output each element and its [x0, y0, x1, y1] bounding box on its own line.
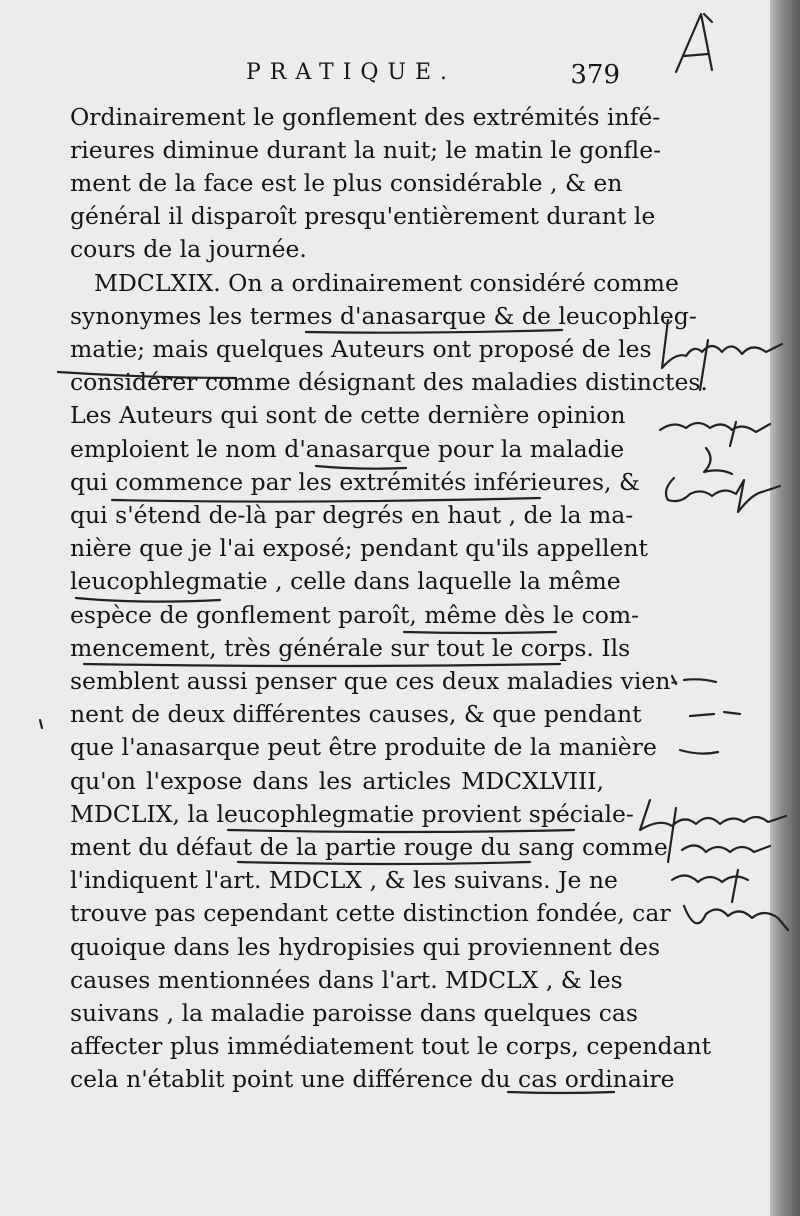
- text-line: quoique dans les hydropisies qui proviennent des: [70, 933, 661, 961]
- text-line: l'indiquent l'art. MDCLX , & les suivans. Je ne: [70, 866, 618, 894]
- text-line: que l'anasarque peut être produite de la manière: [70, 733, 657, 761]
- text-line: mencement, très générale sur tout le corps. Ils: [70, 634, 631, 662]
- text-line: espèce de gonflement paroît, même dès le com-: [70, 601, 640, 629]
- text-line: semblent aussi penser que ces deux maladies vien-: [70, 667, 679, 695]
- page-header: [60, 60, 620, 94]
- text-line: matie; mais quelques Auteurs ont proposé de les: [70, 335, 652, 363]
- text-line: causes mentionnées dans l'art. MDCLX , & les: [70, 966, 623, 994]
- text-line: Les Auteurs qui sont de cette dernière opinion: [70, 401, 626, 429]
- text-line: rieures diminue durant la nuit; le matin le gonfle-: [70, 136, 662, 164]
- text-line: cours de la journée.: [70, 235, 307, 263]
- text-line: nière que je l'ai exposé; pendant qu'ils appellent: [70, 534, 648, 562]
- body-text: [0, 100, 800, 1100]
- text-line: affecter plus immédiatement tout le corps, cependant: [70, 1032, 712, 1060]
- text-line: qui s'étend de-là par degrés en haut , de la ma-: [70, 501, 634, 529]
- text-line: ment du défaut de la partie rouge du sang comme: [70, 833, 668, 861]
- paragraph-start: MDCLXIX. On a ordinairement considéré comme: [94, 269, 679, 297]
- text-line: cela n'établit point une différence du cas ordinaire: [70, 1065, 675, 1093]
- text-line: emploient le nom d'anasarque pour la maladie: [70, 435, 625, 463]
- text-line: ment de la face est le plus considérable , & en: [70, 169, 623, 197]
- text-line: MDCLIX, la leucophlegmatie provient spéciale-: [70, 800, 634, 828]
- running-head: PRATIQUE.: [246, 60, 457, 85]
- text-line: leucophlegmatie , celle dans laquelle la même: [70, 567, 621, 595]
- text-line: synonymes les termes d'anasarque & de leucophleg-: [70, 302, 697, 330]
- text-line: trouve pas cependant cette distinction fondée, car: [70, 899, 671, 927]
- page-number: 379: [570, 60, 620, 90]
- text-line: général il disparoît presqu'entièrement durant le: [70, 202, 656, 230]
- text-line: suivans , la maladie paroisse dans quelques cas: [70, 999, 638, 1027]
- text-line: qu'on l'expose dans les articles MDCXLVIII,: [70, 767, 604, 795]
- book-spine-edge: [770, 0, 800, 1216]
- text-line: considérer comme désignant des maladies distinctes.: [70, 368, 708, 396]
- text-line: qui commence par les extrémités inférieures, &: [70, 468, 640, 496]
- text-line: nent de deux différentes causes, & que pendant: [70, 700, 642, 728]
- text-line: Ordinairement le gonflement des extrémités infé-: [70, 103, 661, 131]
